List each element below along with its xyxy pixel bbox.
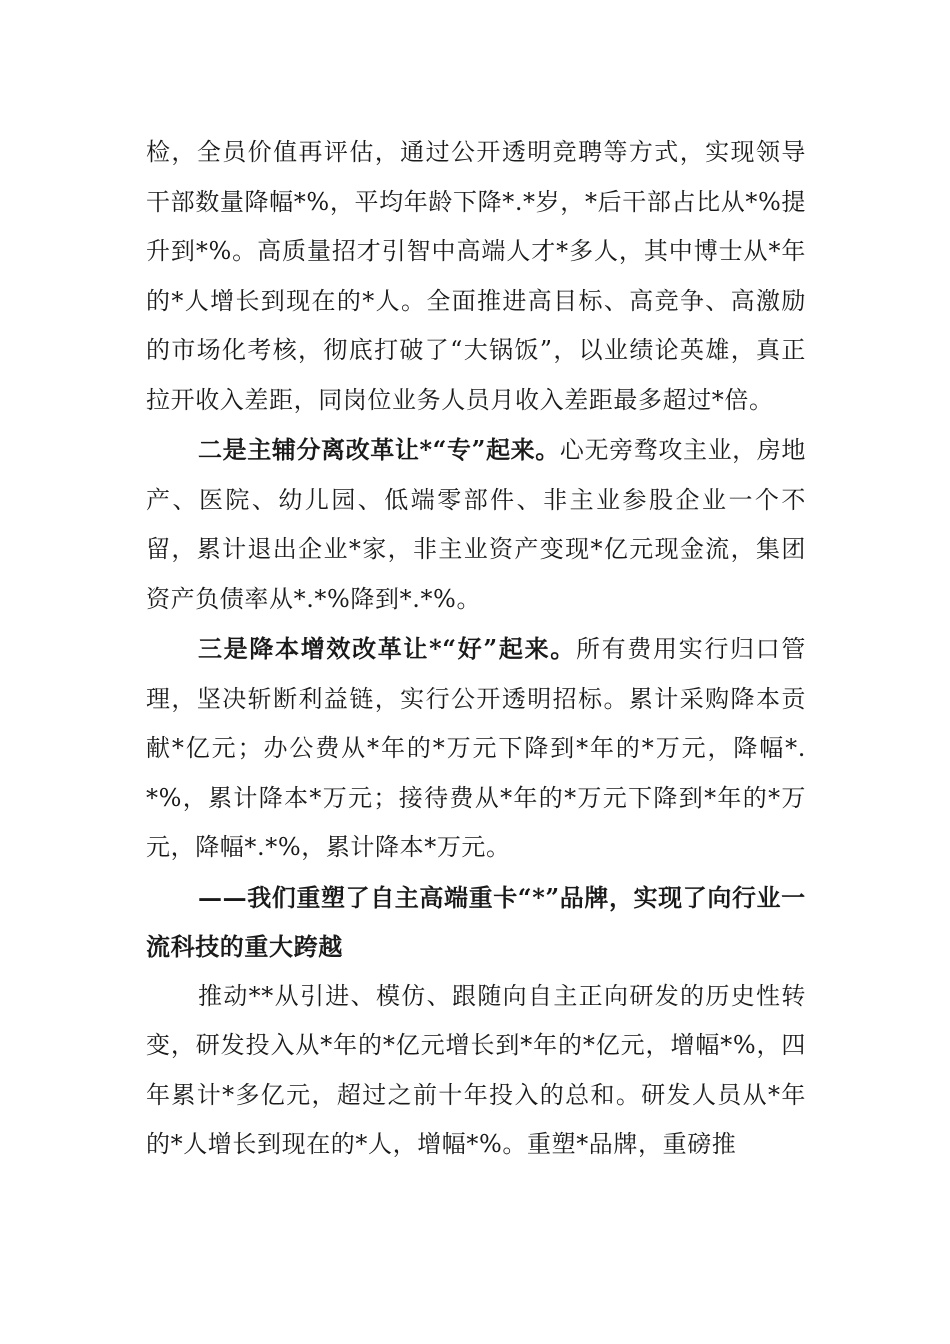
paragraph-continued: 检，全员价值再评估，通过公开透明竞聘等方式，实现领导干部数量降幅*%，平均年龄下降*.*岁，*后干部占比从*%提升到*%。高质量招才引智中高端人才*多人，其中博士从*年的*人增长到现在的*人。全面推进高目标、高竞争、高激励的市场化考核，彻底打破了“大锅饭”，以业绩论英雄，真正拉开收入差距，同岗位业务人员月收入差距最多超过*倍。 [146,138,806,414]
paragraph-body: 所有费用实行归口管理，坚决斩断利益链，实行公开透明招标。累计采购降本贡献*亿元；办公费从*年的*万元下降到*年的*万元，降幅*.*%，累计降本*万元；接待费从*年的*万元下降到*年的*万元，降幅*.*%，累计降本*万元。 [146,635,806,861]
paragraph-lead-bold: 三是降本增效改革让*“好”起来。 [198,634,576,663]
paragraph-main-auxiliary-separation [146,425,806,624]
paragraph-cost-reduction [146,624,806,873]
section-heading: ——我们重塑了自主高端重卡“*”品牌，实现了向行业一流科技的重大跨越 [146,882,806,961]
paragraph-rd: 推动**从引进、模仿、跟随向自主正向研发的历史性转变，研发投入从*年的*亿元增长到*年的*亿元，增幅*%，四年累计*多亿元，超过之前十年投入的总和。研发人员从*年的*人增长到现在的*人，增幅*%。重塑*品牌，重磅推 [146,981,806,1158]
document-page [146,128,806,1170]
paragraph-lead-bold: 二是主辅分离改革让*“专”起来。 [198,435,560,464]
paragraph-body: 心无旁骛攻主业，房地产、医院、幼儿园、低端零部件、非主业参股企业一个不留，累计退出企业*家，非主业资产变现*亿元现金流，集团资产负债率从*.*%降到*.*%。 [146,436,806,613]
